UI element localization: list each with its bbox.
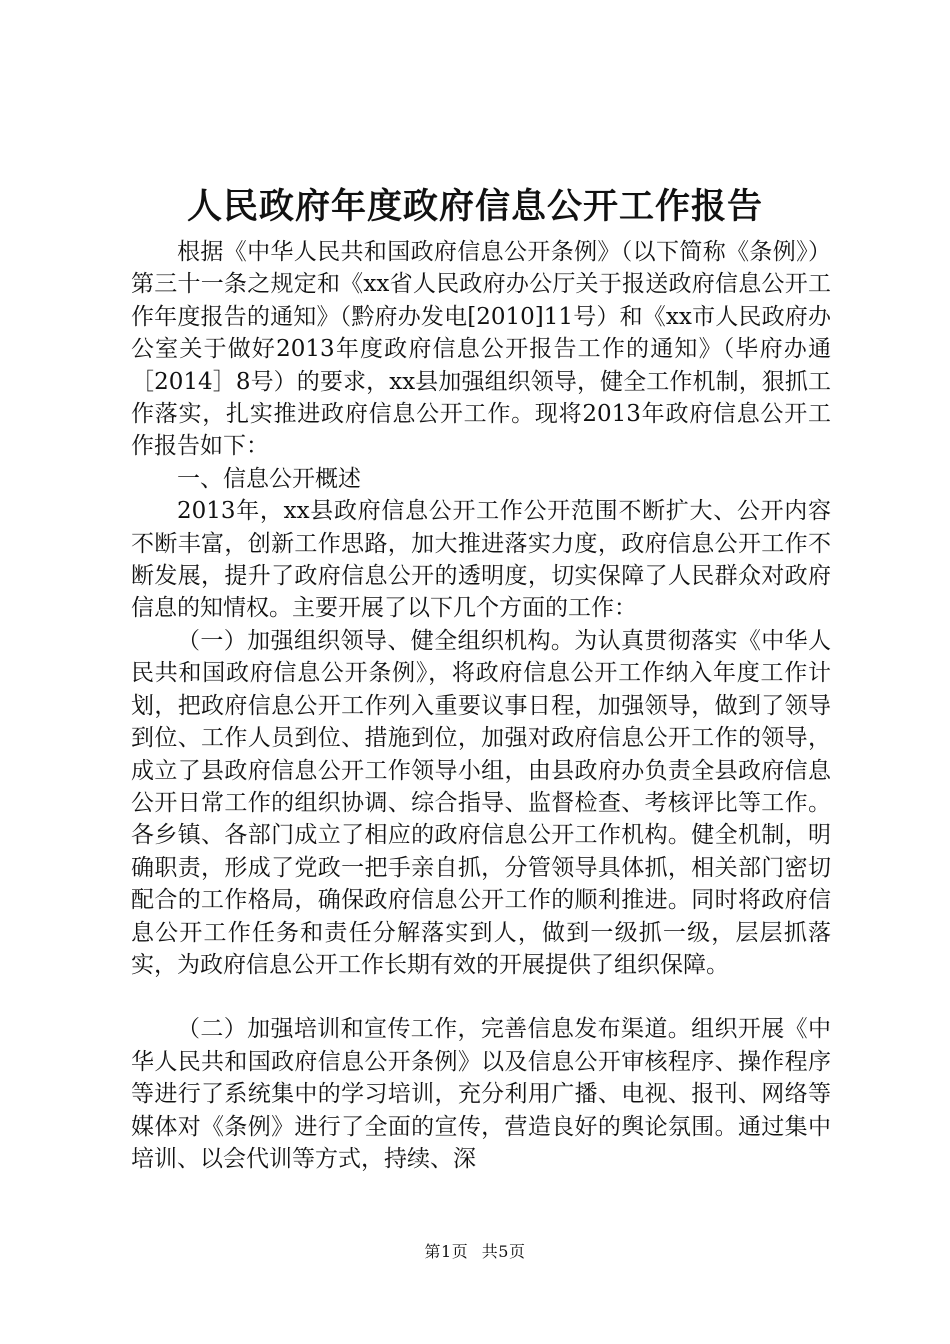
page-total: 共5页 — [481, 1242, 526, 1261]
page-number: 第1页 — [424, 1242, 469, 1261]
section-heading: 一、信息公开概述 — [177, 465, 361, 492]
page-footer — [0, 1240, 950, 1264]
organization-paragraph: （一）加强组织领导、健全组织机构。为认真贯彻落实《中华人民共和国政府信息公开条例》，将政府信息公开工作纳入年度工作计划，把政府信息公开工作列入重要议事日程，加强领导，做到了领导到位、工作人员到位、措施到位，加强对政府信息公开工作的领导，成立了县政府信息公开工作领导小组，由县政府办负责全县政府信息公开日常工作的组织协调、综合指导、监督检查、考核评比等工作。各乡镇、各部门成立了相应的政府信息公开工作机构。健全机制，明确职责，形成了党政一把手亲自抓，分管领导具体抓，相关部门密切配合的工作格局，确保政府信息公开工作的顺利推进。同时将政府信息公开工作任务和责任分解落实到人，做到一级抓一级，层层抓落实，为政府信息公开工作长期有效的开展提供了组织保障。 — [131, 627, 831, 978]
document-title: 人民政府年度政府信息公开工作报告 — [186, 186, 763, 227]
document-body — [131, 236, 831, 1175]
overview-paragraph: 2013年，xx县政府信息公开工作公开范围不断扩大、公开内容不断丰富，创新工作思路，加大推进落实力度，政府信息公开工作不断发展，提升了政府信息公开的透明度，切实保障了人民群众对政府信息的知情权。主要开展了以下几个方面的工作： — [131, 498, 831, 622]
intro-paragraph: 根据《中华人民共和国政府信息公开条例》（以下简称《条例》）第三十一条之规定和《xx省人民政府办公厅关于报送政府信息公开工作年度报告的通知》（黔府办发电[2010]11号）和《xx市人民政府办公室关于做好2013年度政府信息公开报告工作的通知》（毕府办通［2014］8号）的要求，xx县加强组织领导，健全工作机制，狠抓工作落实，扎实推进政府信息公开工作。现将2013年政府信息公开工作报告如下： — [131, 239, 831, 460]
paragraph-spacer — [131, 981, 831, 1013]
training-paragraph: （二）加强培训和宣传工作，完善信息发布渠道。组织开展《中华人民共和国政府信息公开条例》以及信息公开审核程序、操作程序等进行了系统集中的学习培训，充分利用广播、电视、报刊、网络等媒体对《条例》进行了全面的宣传，营造良好的舆论氛围。通过集中培训、以会代训等方式，持续、深 — [131, 1016, 831, 1172]
